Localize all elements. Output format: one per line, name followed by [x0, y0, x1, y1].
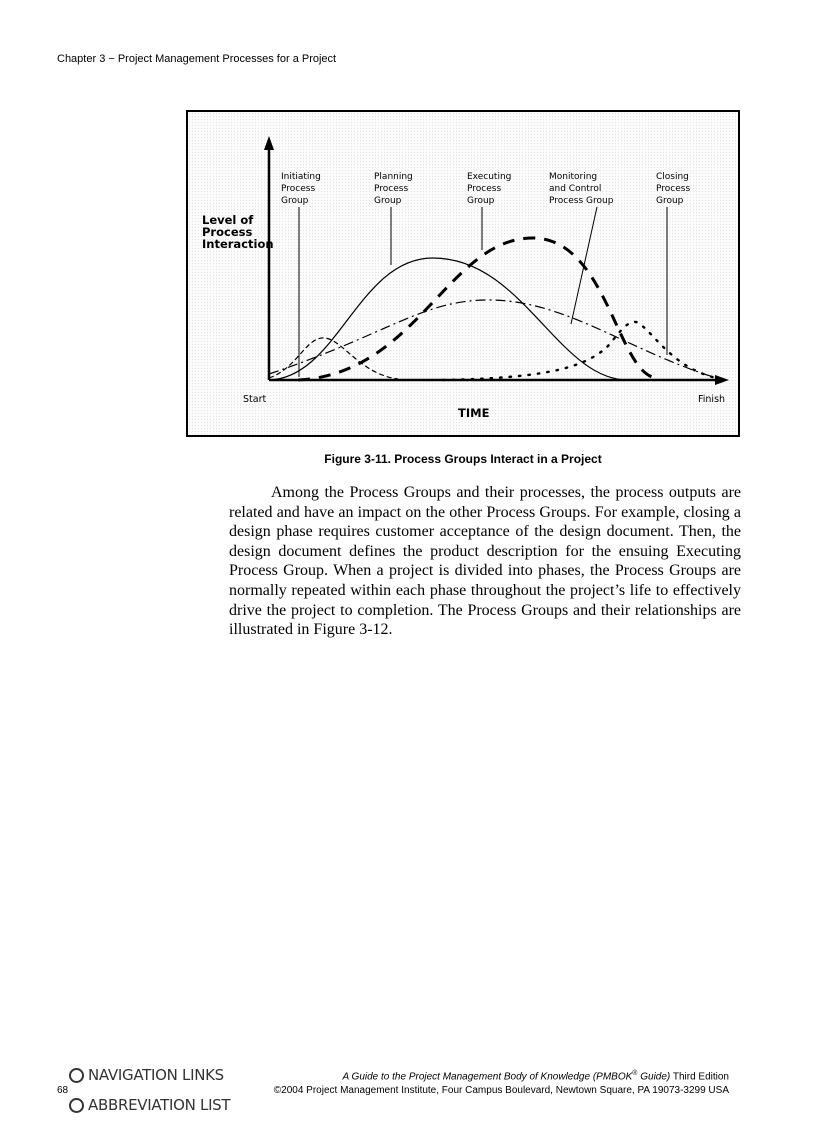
y-axis-label-line-3: Interaction — [202, 237, 274, 251]
group-label-planning — [374, 172, 413, 206]
x-axis-label: TIME — [458, 406, 490, 420]
navigation-links-button[interactable] — [69, 1066, 224, 1084]
group-label-monitoring — [549, 172, 614, 206]
group-label-planning-line-2: Process — [374, 184, 409, 194]
group-label-initiating-line-3: Group — [281, 196, 309, 206]
group-label-initiating-line-2: Process — [281, 184, 316, 194]
y-axis-label-line-2: Process — [202, 225, 253, 239]
footer-copyright: ©2004 Project Management Institute, Four Campus Boulevard, Newtown Square, PA 19073-3299 USA — [273, 1085, 729, 1096]
y-axis-label — [202, 213, 274, 251]
group-label-monitoring-line-3: Process Group — [549, 196, 614, 206]
registered-mark: ® — [632, 1070, 638, 1077]
circle-icon — [69, 1068, 84, 1083]
y-axis-label-line-1: Level of — [202, 213, 254, 227]
group-label-monitoring-line-2: and Control — [549, 184, 602, 194]
circle-icon — [69, 1098, 84, 1113]
group-label-monitoring-line-1: Monitoring — [549, 172, 598, 182]
y-axis-arrowhead — [264, 136, 274, 150]
page-number: 68 — [57, 1085, 69, 1096]
group-label-closing-line-3: Group — [656, 196, 684, 206]
figure-caption: Figure 3-11. Process Groups Interact in a Project — [324, 452, 602, 466]
group-label-closing-line-1: Closing — [656, 172, 689, 182]
closing-curve — [443, 322, 728, 380]
body-paragraph: Among the Process Groups and their processes, the process outputs are related and have an impact on the other Process Groups. For example, closing a design phase requires customer acceptance of the design document. Then, the design document defines the product description for the ensuing Executing Process Group. When a project is divided into phases, the Process Groups are normally repeated within each phase throughout the project’s life to effectively drive the project to completion. The Process Groups and their relationships are illustrated in Figure 3-12. — [229, 484, 741, 639]
navigation-links-label: NAVIGATION LINKS — [88, 1066, 224, 1084]
group-label-executing-line-2: Process — [467, 184, 502, 194]
finish-label: Finish — [698, 394, 726, 405]
group-label-initiating — [281, 172, 321, 206]
abbreviation-list-button[interactable] — [69, 1096, 230, 1114]
start-label: Start — [243, 394, 267, 405]
group-label-executing-line-1: Executing — [467, 172, 512, 182]
executing-curve — [298, 238, 658, 380]
initiating-curve — [269, 338, 398, 379]
footer-book-title — [342, 1070, 729, 1082]
group-label-executing-line-3: Group — [467, 196, 495, 206]
footer-title-italic-end: Guide) — [637, 1071, 671, 1083]
process-groups-diagram — [188, 112, 742, 439]
process-groups-figure — [186, 110, 740, 437]
footer-title-italic: A Guide to the Project Management Body of Knowledge (PMBOK — [342, 1071, 633, 1083]
footer-title-edition: Third Edition — [670, 1071, 729, 1083]
group-label-closing-line-2: Process — [656, 184, 691, 194]
running-head: Chapter 3 − Project Management Processes for a Project — [57, 53, 337, 65]
group-label-planning-line-1: Planning — [374, 172, 413, 182]
abbreviation-list-label: ABBREVIATION LIST — [88, 1096, 231, 1114]
monitoring-control-curve — [269, 300, 723, 380]
group-label-initiating-line-1: Initiating — [281, 172, 321, 182]
group-label-planning-line-3: Group — [374, 196, 402, 206]
group-label-executing — [467, 172, 511, 206]
group-label-closing — [656, 172, 690, 206]
